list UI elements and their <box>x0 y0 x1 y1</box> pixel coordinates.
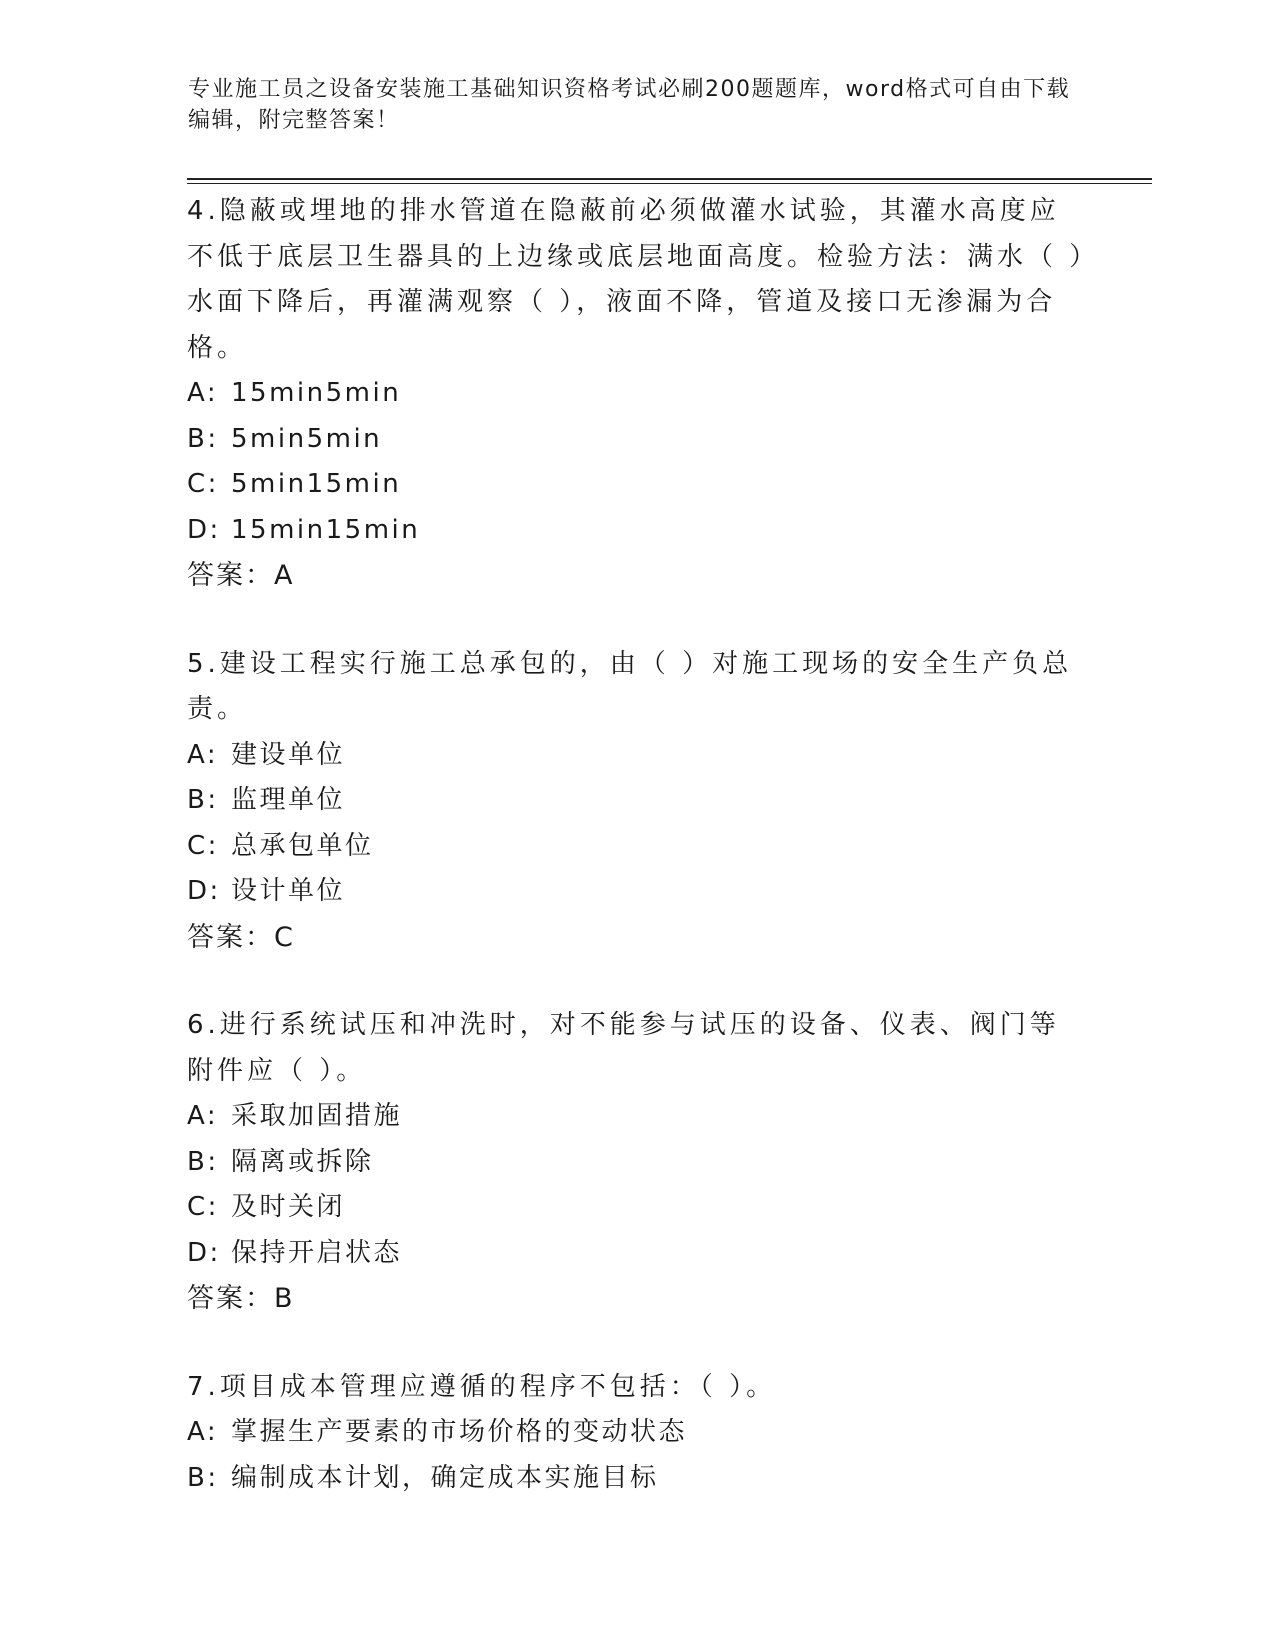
option-letter: A: <box>187 1101 219 1131</box>
option-a <box>187 733 1087 779</box>
question-list <box>187 189 1087 1501</box>
option-d <box>187 1231 1087 1277</box>
option-text: 隔离或拆除 <box>231 1146 374 1177</box>
option-letter: A: <box>187 1417 219 1447</box>
answer-value: A <box>274 560 294 591</box>
option-letter: D: <box>187 876 221 906</box>
option-b <box>187 417 1087 463</box>
option-letter: B: <box>187 1462 219 1493</box>
option-letter: C: <box>187 830 219 861</box>
answer-line <box>187 915 1087 961</box>
option-text: 15min15min <box>231 514 421 545</box>
option-d <box>187 869 1087 915</box>
option-c <box>187 462 1087 508</box>
option-b <box>187 778 1087 824</box>
option-a <box>187 371 1087 417</box>
option-text: 15min5min <box>231 378 402 408</box>
option-text: 保持开启状态 <box>231 1237 403 1268</box>
question-stem: 4.隐蔽或埋地的排水管道在隐蔽前必须做灌水试验，其灌水高度应不低于底层卫生器具的上边缘或底层地面高度。检验方法：满水（ ）水面下降后，再灌满观察（ ），液面不降，管道及接口无渗漏为合格。 <box>187 196 1087 363</box>
header-rule-thick <box>187 178 1152 180</box>
answer-label: 答案： <box>187 560 274 591</box>
question-spacer <box>187 599 1087 642</box>
option-text: 设计单位 <box>231 876 346 906</box>
option-text: 建设单位 <box>231 739 346 770</box>
option-letter: C: <box>187 469 219 499</box>
answer-value: C <box>274 921 294 953</box>
option-b <box>187 1140 1087 1186</box>
question-4 <box>187 189 1087 599</box>
option-letter: D: <box>187 514 221 545</box>
option-text: 采取加固措施 <box>231 1101 403 1131</box>
question-5 <box>187 642 1087 961</box>
option-text: 5min15min <box>231 469 402 499</box>
question-spacer <box>187 960 1087 1003</box>
question-stem: 7.项目成本管理应遵循的程序不包括：（ ）。 <box>187 1371 777 1402</box>
option-text: 5min5min <box>231 423 383 454</box>
option-b <box>187 1456 1087 1502</box>
option-text: 监理单位 <box>231 785 346 815</box>
question-stem: 5.建设工程实行施工总承包的，由（ ）对施工现场的安全生产负总责。 <box>187 648 1073 724</box>
option-letter: A: <box>187 739 219 770</box>
option-letter: A: <box>187 378 219 408</box>
option-a <box>187 1410 1087 1456</box>
option-d <box>187 508 1087 554</box>
option-letter: B: <box>187 423 219 454</box>
option-c <box>187 1185 1087 1231</box>
option-letter: D: <box>187 1237 221 1268</box>
document-header: 专业施工员之设备安装施工基础知识资格考试必刷200题题库，word格式可自由下载编辑，附完整答案！ <box>188 77 1071 133</box>
option-letter: C: <box>187 1192 219 1222</box>
answer-value: B <box>274 1283 294 1314</box>
option-text: 总承包单位 <box>231 830 374 861</box>
question-6 <box>187 1003 1087 1322</box>
answer-line <box>187 1276 1087 1322</box>
question-7 <box>187 1365 1087 1502</box>
question-stem: 6.进行系统试压和冲洗时，对不能参与试压的设备、仪表、阀门等附件应（ ）。 <box>187 1010 1060 1086</box>
option-a <box>187 1094 1087 1140</box>
answer-line <box>187 553 1087 599</box>
question-spacer <box>187 1322 1087 1365</box>
option-c <box>187 824 1087 870</box>
option-text: 及时关闭 <box>231 1192 346 1222</box>
answer-label: 答案： <box>187 1283 274 1314</box>
option-text: 掌握生产要素的市场价格的变动状态 <box>231 1417 688 1447</box>
header-rule-thin <box>187 183 1152 184</box>
option-letter: B: <box>187 785 219 815</box>
option-letter: B: <box>187 1146 219 1177</box>
option-text: 编制成本计划，确定成本实施目标 <box>231 1462 659 1493</box>
answer-label: 答案： <box>187 921 274 953</box>
